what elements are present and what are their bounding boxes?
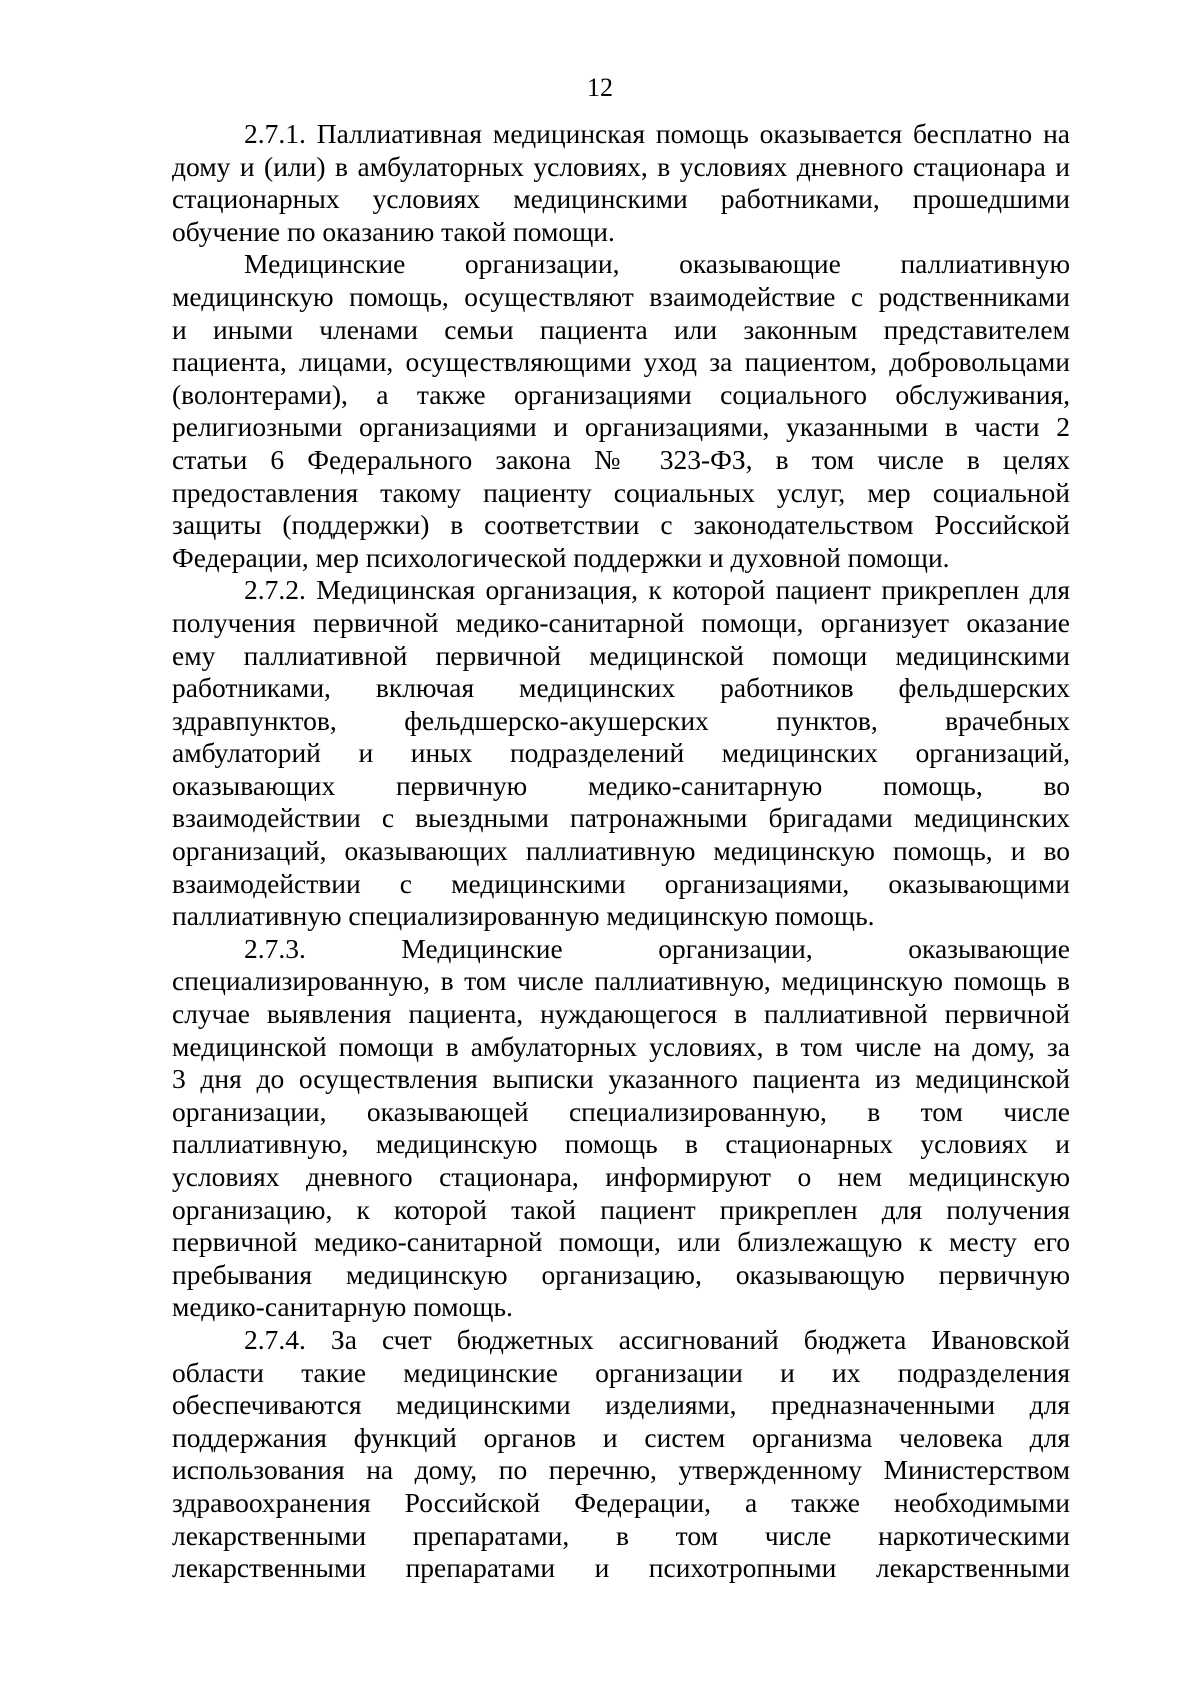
text-line: 2.7.2. Медицинская организация, к которой пациент прикреплен для	[244, 574, 1070, 606]
text-line: случае выявления пациента, нуждающегося в паллиативной первичной	[172, 998, 1070, 1030]
text-line: специализированную, в том числе паллиативную, медицинскую помощь в	[172, 965, 1070, 997]
paragraph-p-2-7-4	[172, 1324, 1070, 1585]
text-line: и иными членами семьи пациента или законным представителем	[172, 313, 1070, 345]
text-line: области такие медицинские организации и их подразделения	[172, 1356, 1070, 1388]
paragraph-p-2-7-2	[172, 574, 1070, 933]
text-line: (волонтерами), а также организациями социального обслуживания,	[172, 378, 1070, 410]
text-line: пациента, лицами, осуществляющими уход за пациентом, добровольцами	[172, 346, 1070, 378]
text-line: оказывающих первичную медико-санитарную помощь, во	[172, 769, 1070, 801]
text-line: 2.7.1. Паллиативная медицинская помощь оказывается бесплатно на	[244, 118, 1070, 149]
document-body	[172, 118, 1070, 1585]
text-line: медицинской помощи в амбулаторных условиях, в том числе на дому, за	[172, 1030, 1070, 1062]
text-line: лекарственными препаратами, в том числе наркотическими	[172, 1519, 1070, 1551]
paragraph-p-medical-orgs	[172, 248, 1070, 574]
text-line: пребывания медицинскую организацию, оказывающую первичную	[172, 1258, 1070, 1290]
text-line: Медицинские организации, оказывающие паллиативную	[244, 248, 1070, 280]
text-line: организацию, к которой такой пациент прикреплен для получения	[172, 1193, 1070, 1225]
text-line: получения первичной медико-санитарной помощи, организует оказание	[172, 606, 1070, 638]
text-line: взаимодействии с медицинскими организациями, оказывающими	[172, 867, 1070, 899]
text-line: взаимодействии с выездными патронажными бригадами медицинских	[172, 802, 1070, 834]
text-line: защиты (поддержки) в соответствии с законодательством Российской	[172, 509, 1070, 541]
text-line: обучение по оказанию такой помощи.	[172, 215, 615, 247]
text-line: поддержания функций органов и систем организма человека для	[172, 1421, 1070, 1453]
text-line: первичной медико-санитарной помощи, или близлежащую к месту его	[172, 1226, 1070, 1258]
text-line: паллиативную, медицинскую помощь в стационарных условиях и	[172, 1128, 1070, 1160]
text-line: медицинскую помощь, осуществляют взаимодействие с родственниками	[172, 280, 1070, 312]
text-line: работниками, включая медицинских работников фельдшерских	[172, 672, 1070, 704]
text-line: организаций, оказывающих паллиативную медицинскую помощь, и во	[172, 835, 1070, 867]
text-line: ему паллиативной первичной медицинской помощи медицинскими	[172, 639, 1070, 671]
text-line: обеспечиваются медицинскими изделиями, предназначенными для	[172, 1389, 1070, 1421]
text-line: медико-санитарную помощь.	[172, 1291, 513, 1323]
text-line: лекарственными препаратами и психотропными лекарственными	[172, 1552, 1070, 1584]
text-line: 2.7.4. За счет бюджетных ассигнований бюджета Ивановской	[244, 1323, 1070, 1355]
text-line: религиозными организациями и организациями, указанными в части 2	[172, 411, 1070, 443]
text-line: условиях дневного стационара, информируют о нем медицинскую	[172, 1161, 1070, 1192]
text-line: амбулаторий и иных подразделений медицинских организаций,	[172, 737, 1070, 769]
text-line: дому и (или) в амбулаторных условиях, в условиях дневного стационара и	[172, 150, 1070, 182]
text-line: использования на дому, по перечню, утвержденному Министерством	[172, 1454, 1070, 1486]
paragraph-p-2-7-3	[172, 933, 1070, 1324]
text-line: 3 дня до осуществления выписки указанного пациента из медицинской	[172, 1063, 1070, 1095]
text-line: здравпунктов, фельдшерско-акушерских пунктов, врачебных	[172, 704, 1070, 736]
page-number: 12	[587, 73, 613, 102]
text-line: статьи 6 Федерального закона № 323-ФЗ, в том числе в целях	[172, 443, 1070, 475]
text-line: организации, оказывающей специализированную, в том числе	[172, 1095, 1070, 1127]
text-line: 2.7.3. Медицинские организации, оказывающие	[244, 932, 1070, 964]
text-line: предоставления такому пациенту социальных услуг, мер социальной	[172, 476, 1070, 508]
text-line: паллиативную специализированную медицинскую помощь.	[172, 900, 875, 932]
paragraph-p-2-7-1	[172, 118, 1070, 248]
text-line: здравоохранения Российской Федерации, а также необходимыми	[172, 1486, 1070, 1518]
text-line: Федерации, мер психологической поддержки и духовной помощи.	[172, 541, 950, 573]
text-line: стационарных условиях медицинскими работниками, прошедшими	[172, 183, 1070, 215]
